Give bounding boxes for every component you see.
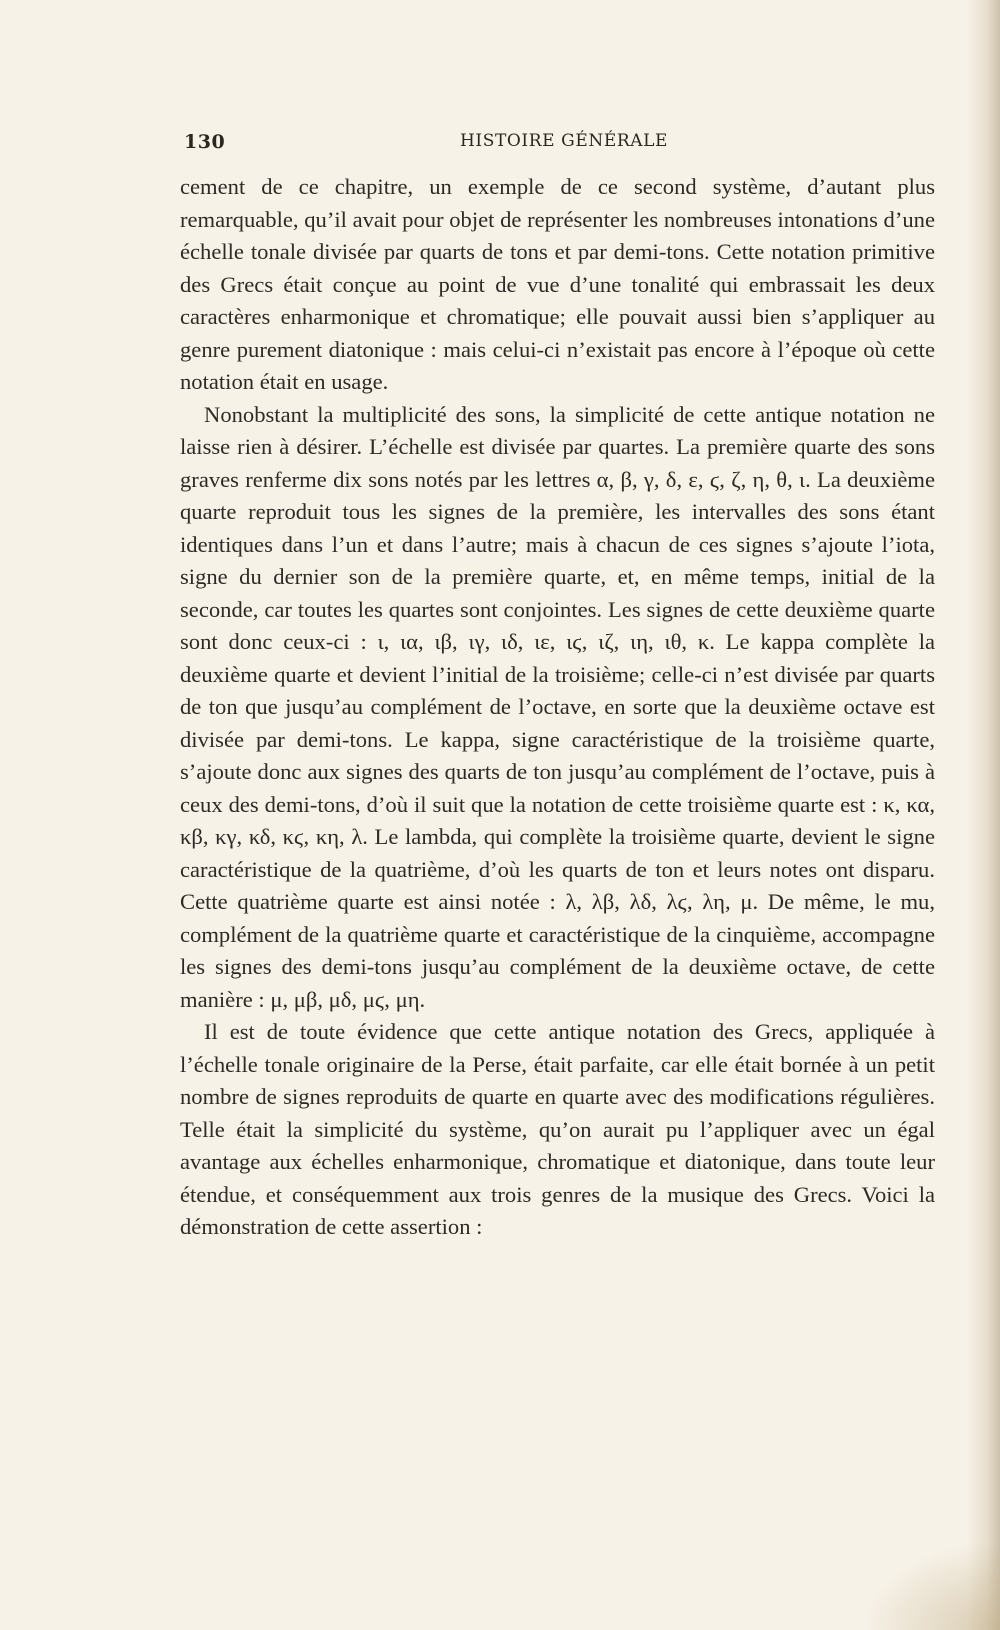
- paragraph-2: Nonobstant la multiplicité des sons, la simplicité de cette antique notation ne laisse rien à désirer. L’échelle est divisée par quartes. La première quarte des sons graves renferme dix sons notés par les lettres α, β, γ, δ, ε, ϛ, ζ, η, θ, ι. La deuxième quarte reproduit tous les signes de la première, les intervalles des sons étant identiques dans l’un et dans l’autre; mais à chacun de ces signes s’ajoute l’iota, signe du dernier son de la première quarte, et, en même temps, initial de la seconde, car toutes les quartes sont conjointes. Les signes de cette deuxième quarte sont donc ceux-ci : ι, ια, ιβ, ιγ, ιδ, ιε, ιϛ, ιζ, ιη, ιθ, κ. Le kappa complète la deuxième quarte et devient l’initial de la troisième; celle-ci n’est divisée par quarts de ton que jusqu’au complément de l’octave, en sorte que la deuxième octave est divisée par demi-tons. Le kappa, signe caractéristique de la troisième quarte, s’ajoute donc aux signes des quarts de ton jusqu’au complément de l’octave, puis à ceux des demi-tons, d’où il suit que la notation de cette troisième quarte est : κ, κα, κβ, κγ, κδ, κϛ, κη, λ. Le lambda, qui complète la troisième quarte, devient le signe caractéristique de la quatrième, d’où les quarts de ton et leurs notes ont disparu. Cette quatrième quarte est ainsi notée : λ, λβ, λδ, λϛ, λη, μ. De même, le mu, complément de la quatrième quarte et caractéristique de la cinquième, accompagne les signes des demi-tons jusqu’au complément de la deuxième octave, de cette manière : μ, μβ, μδ, μϛ, μη.: [180, 401, 935, 1012]
- paragraph-3: Il est de toute évidence que cette antique notation des Grecs, appliquée à l’échelle tonale originaire de la Perse, était parfaite, car elle était bornée à un petit nombre de signes reproduits de quarte en quarte avec des modifications régulières. Telle était la simplicité du système, qu’on aurait pu l’appliquer avec un égal avantage aux échelles enharmonique, chromatique et diatonique, dans toute leur étendue, et conséquemment aux trois genres de la musique des Grecs. Voici la démonstration de cette assertion :: [180, 1019, 935, 1239]
- paragraph-1: cement de ce chapitre, un exemple de ce second système, d’autant plus remarquable, qu’il avait pour objet de représenter les nombreuses intonations d’une échelle tonale divisée par quarts de tons et par demi-tons. Cette notation primitive des Grecs était conçue au point de vue d’une tonalité qui embrassait les deux caractères enharmonique et chromatique; elle pouvait aussi bien s’appliquer au genre purement diatonique : mais celui-ci n’existait pas encore à l’époque où cette notation était en usage.: [180, 174, 935, 394]
- body-text: [180, 171, 935, 1244]
- page-header: [184, 131, 934, 157]
- page-corner-stain: [860, 1540, 1000, 1630]
- page-number: 130: [184, 131, 226, 153]
- running-title: HISTOIRE GÉNÉRALE: [459, 131, 669, 151]
- page-edge-shadow: [966, 0, 1000, 1630]
